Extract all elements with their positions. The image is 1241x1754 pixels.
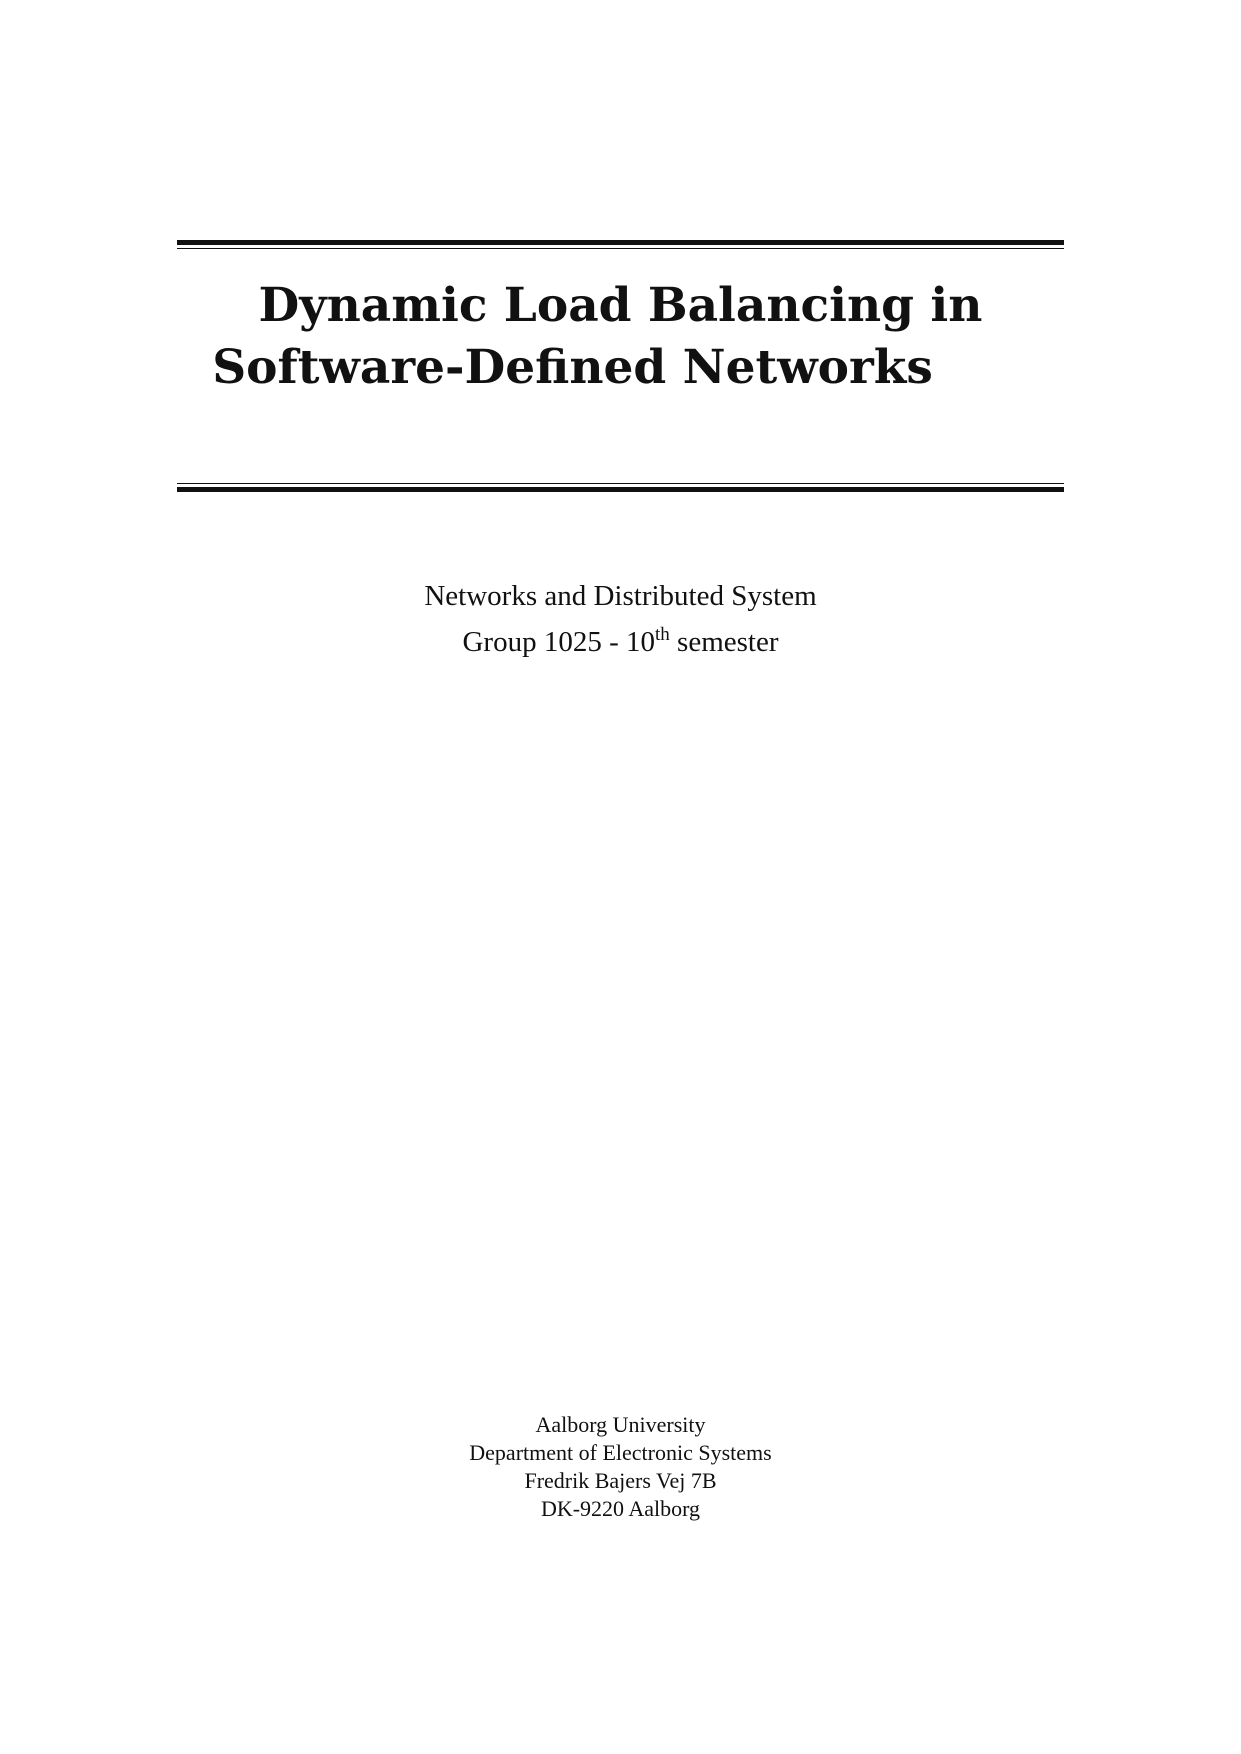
top-rule-thin [177, 248, 1064, 249]
street-address: Fredrik Bajers Vej 7B [524, 1468, 717, 1493]
title-line-2: Software-Defined Networks [212, 340, 933, 395]
bottom-rule-thin [177, 483, 1064, 484]
top-rule-thick [177, 240, 1064, 245]
department-name: Department of Electronic Systems [469, 1440, 772, 1465]
top-rule [177, 240, 1064, 249]
program-name: Networks and Distributed System [424, 580, 817, 612]
city-address: DK-9220 Aalborg [540, 1496, 701, 1521]
institution-address [177, 1411, 1064, 1523]
document-title [177, 275, 1064, 399]
bottom-rule [177, 483, 1064, 492]
group-superscript: th [655, 624, 670, 645]
group-line [177, 619, 1064, 665]
bottom-rule-thick [177, 487, 1064, 492]
title-line-1: Dynamic Load Balancing in [258, 278, 983, 333]
university-name: Aalborg University [535, 1412, 706, 1437]
subtitle [177, 573, 1064, 665]
group-suffix: semester [669, 626, 779, 658]
group-prefix: Group 1025 - 10 [462, 626, 655, 658]
